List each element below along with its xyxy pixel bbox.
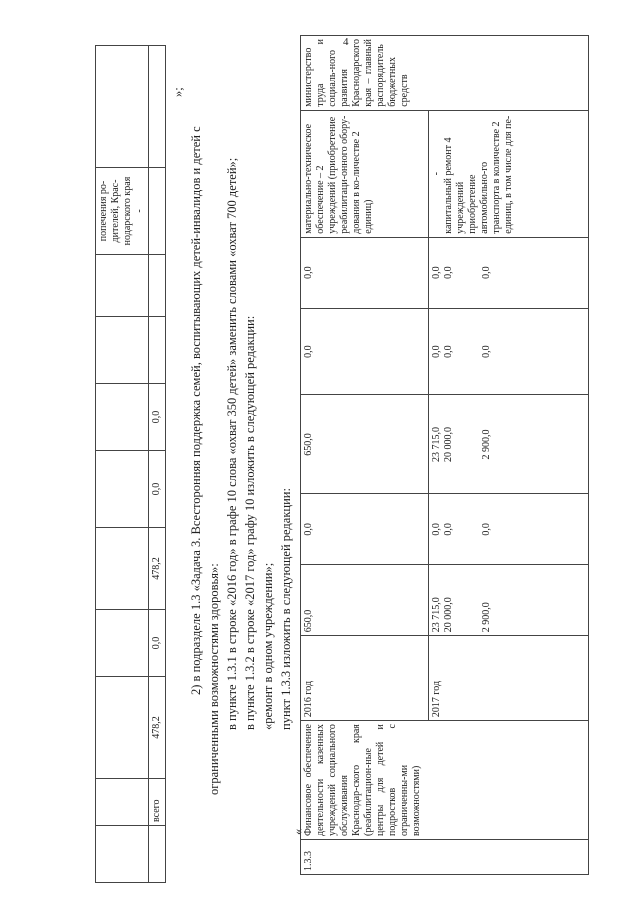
cell <box>96 826 149 883</box>
main-table <box>300 35 589 875</box>
value-row: 0,0 <box>443 523 454 536</box>
result-repair: капитальный ремонт 4 учреждений <box>443 137 466 234</box>
amendment-line-1: 2) в подразделе 1.3 «Задача 3. Всесторонняя поддержка семей, воспитывающих детей-инвалидов и детей с <box>189 126 203 695</box>
result-text: попечения ро-дителей, Крас-нодарского края <box>98 176 133 246</box>
cell <box>149 168 166 255</box>
values-2017-regional <box>429 395 589 494</box>
total-value: 478,2 <box>149 677 166 779</box>
amendment-line-5: «ремонт в одном учреждении»; <box>261 562 275 730</box>
result-vehicles: приобретение автомобильно-го транспорта в количестве 2 единиц, в том числе для пе- <box>467 115 514 234</box>
cell <box>96 46 149 168</box>
value-row: 20 000,0 <box>443 597 454 633</box>
values-2017-local <box>429 308 589 395</box>
amendment-line-4: в пункте 1.3.2 в строке «2017 год» графу 10 изложить в следующей редакции: <box>243 315 257 730</box>
value-row: 0,0 <box>431 345 442 358</box>
value-row: 0,0 <box>443 266 454 279</box>
value-row: 23 715,0 <box>431 426 442 462</box>
value-row: 0,0 <box>443 345 454 358</box>
item-name: Финансовое обеспечение деятельности казенных учреждений социального обслуживания Краснодар-ского края (реабилитацион-ные центры для детей и подростков с ограниченны-ми возможностями) <box>301 721 589 840</box>
value-row: 2 900,0 <box>481 602 492 633</box>
result-2016: материально-техническое обеспечение – 2 учреждений (приобретение реабилитаци-онного обору-дования в ко-личестве 2 единиц) <box>301 110 429 237</box>
value-local: 0,0 <box>301 308 429 395</box>
cell <box>96 384 149 451</box>
value-row: 23 715,0 <box>431 597 442 633</box>
executor: министерство труда и социаль-ного развития Краснодарского края – главный распорядитель бюджетных средств <box>301 36 589 111</box>
value-row: 0,0 <box>481 266 492 279</box>
value-row: 0,0 <box>481 345 492 358</box>
top-table <box>95 45 166 883</box>
value-regional: 650,0 <box>301 395 429 494</box>
cell <box>149 255 166 317</box>
total-label: всего <box>149 779 166 826</box>
item-number: 1.3.3 <box>301 840 589 875</box>
quote-close: »; <box>171 87 185 97</box>
cell <box>96 317 149 384</box>
result-dash: - <box>134 209 145 213</box>
cell <box>96 610 149 677</box>
page-number: 4 <box>343 36 349 48</box>
result-cell <box>96 168 149 255</box>
value-row: 2 900,0 <box>481 429 492 460</box>
values-2017-federal <box>429 494 589 565</box>
total-value: 0,0 <box>149 451 166 528</box>
quote-open: « <box>291 828 305 835</box>
cell <box>96 255 149 317</box>
value-row: 0,0 <box>431 266 442 279</box>
value-row: 20 000,0 <box>443 426 454 462</box>
total-value: 0,0 <box>149 384 166 451</box>
cell <box>96 451 149 528</box>
cell <box>96 779 149 826</box>
value-other: 0,0 <box>301 237 429 308</box>
result-dash: - <box>431 172 442 176</box>
amendment-line-6: пункт 1.3.3 изложить в следующей редакции: <box>279 488 293 730</box>
year-2017: 2017 год <box>429 636 589 721</box>
cell <box>149 46 166 168</box>
value-row: 0,0 <box>481 523 492 536</box>
amendment-line-2: ограниченными возможностями здоровья»: <box>207 563 221 795</box>
results-2017 <box>429 110 589 237</box>
value-row: 0,0 <box>431 523 442 536</box>
values-2017-total <box>429 565 589 636</box>
cell <box>96 528 149 610</box>
cell <box>149 317 166 384</box>
values-2017-other <box>429 237 589 308</box>
year-2016: 2016 год <box>301 636 429 721</box>
cell <box>96 677 149 779</box>
value-federal: 0,0 <box>301 494 429 565</box>
amendment-line-3: в пункте 1.3.1 в строке «2016 год» в графе 10 слова «охват 350 детей» заменить словами «охват 700 детей»; <box>225 157 239 730</box>
cell <box>149 826 166 883</box>
value-total: 650,0 <box>301 565 429 636</box>
total-value: 478,2 <box>149 528 166 610</box>
total-value: 0,0 <box>149 610 166 677</box>
